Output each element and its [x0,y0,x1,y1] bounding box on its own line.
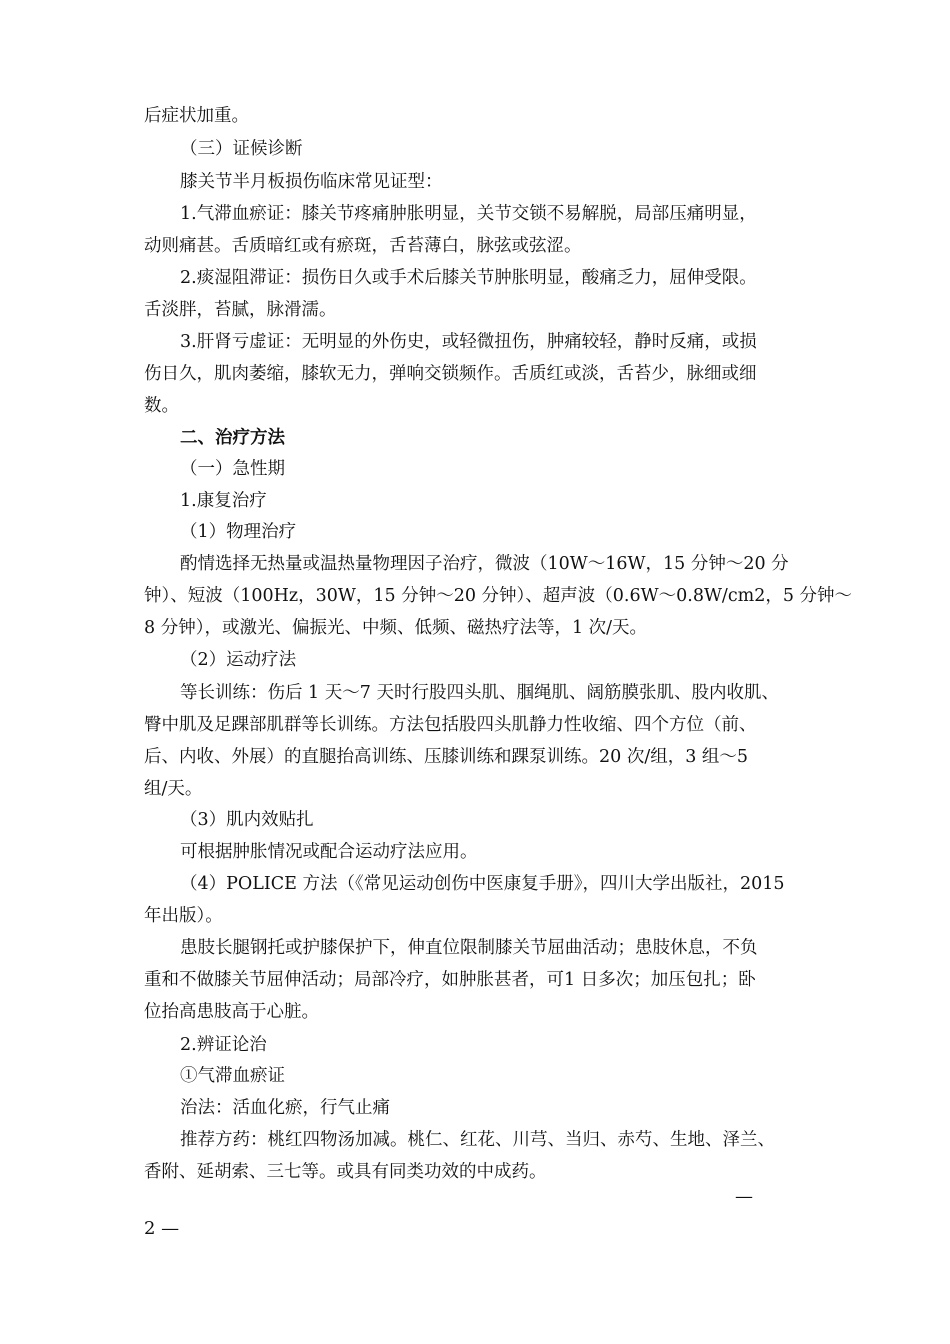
text-line: 等长训练：伤后 1 天～7 天时行股四头肌、腘绳肌、阔筋膜张肌、股内收肌、 [180,683,779,703]
text-line: 推荐方药：桃红四物汤加减。桃仁、红花、川芎、当归、赤芍、生地、泽兰、 [180,1130,775,1150]
text-line: 3.肝肾亏虚证：无明显的外伤史，或轻微扭伤，肿痛较轻，静时反痛，或损 [180,332,757,352]
text-line: 患肢长腿钢托或护膝保护下，伸直位限制膝关节屈曲活动；患肢休息，不负 [180,938,758,958]
text-line: 钟）、短波（100Hz，30W，15 分钟～20 分钟）、超声波（0.6W～0.8W/cm2，5 分钟～ [144,586,853,606]
section-heading: 二、治疗方法 [180,428,285,448]
text-line: 位抬高患肢高于心脏。 [144,1002,319,1022]
text-line: 伤日久，肌肉萎缩，膝软无力，弹响交锁频作。舌质红或淡，舌苔少，脉细或细 [144,364,757,384]
text-line: 1.气滞血瘀证：膝关节疼痛肿胀明显，关节交锁不易解脱，局部压痛明显， [180,204,757,224]
footer-dash: — [735,1186,753,1207]
text-line: 可根据肿胀情况或配合运动疗法应用。 [180,842,478,862]
text-line: 酌情选择无热量或温热量物理因子治疗，微波（10W～16W，15 分钟～20 分 [180,554,789,574]
text-line: （3）肌内效贴扎 [180,810,314,830]
text-line: 动则痛甚。舌质暗红或有瘀斑，舌苔薄白，脉弦或弦涩。 [144,236,582,256]
text-line: 年出版）。 [144,906,223,926]
text-line: （一）急性期 [180,459,285,479]
text-line: 膝关节半月板损伤临床常见证型： [180,172,443,192]
text-line: 8 分钟），或激光、偏振光、中频、低频、磁热疗法等，1 次/天。 [144,618,648,638]
text-line: （4）POLICE 方法（《常见运动创伤中医康复手册》，四川大学出版社，2015 [180,874,785,894]
text-line: ①气滞血瘀证 [180,1066,285,1086]
text-line: （1）物理治疗 [180,522,297,542]
text-line: 臀中肌及足踝部肌群等长训练。方法包括股四头肌静力性收缩、四个方位（前、 [144,715,757,735]
text-line: 舌淡胖，苔腻，脉滑濡。 [144,300,337,320]
text-line: 2.痰湿阻滞证：损伤日久或手术后膝关节肿胀明显，酸痛乏力，屈伸受限。 [180,268,757,288]
text-line: 香附、延胡索、三七等。或具有同类功效的中成药。 [144,1162,547,1182]
text-line: 数。 [144,396,179,416]
text-line: （三）证候诊断 [180,139,303,159]
text-line: 重和不做膝关节屈伸活动；局部冷疗，如肿胀甚者，可1 日多次；加压包扎；卧 [144,970,756,990]
text-line: 后症状加重。 [144,106,249,126]
text-line: 1.康复治疗 [180,491,267,511]
text-line: 2.辨证论治 [180,1035,267,1055]
text-line: 治法：活血化瘀，行气止痛 [180,1098,390,1118]
text-line: 组/天。 [144,779,203,799]
text-line: 后、内收、外展）的直腿抬高训练、压膝训练和踝泵训练。20 次/组，3 组～5 [144,747,749,767]
page-number: 2 — [144,1218,180,1239]
text-line: （2）运动疗法 [180,650,297,670]
